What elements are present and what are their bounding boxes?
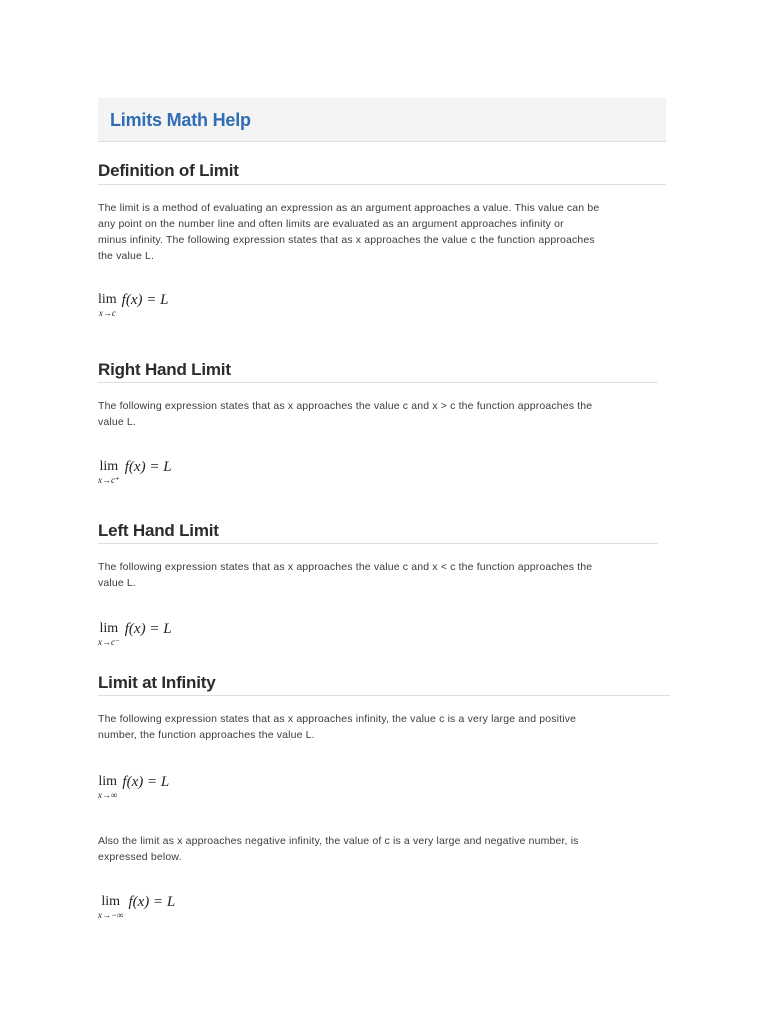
negative-infinity-paragraph (98, 833, 678, 865)
paragraph-line: any point on the number line and often limits are evaluated as an argument approaches infinity or (98, 218, 564, 230)
limit-expression: f(x) = L (124, 459, 172, 475)
right-hand-formula (98, 459, 172, 485)
paragraph-line: expressed below. (98, 851, 182, 863)
paragraph-line: the value L. (98, 250, 155, 262)
limit-operator: lim x→∞ (98, 774, 118, 800)
paragraph-line: The following expression states that as x approaches the value c and x < c the function approaches the (98, 561, 593, 573)
definition-paragraph (98, 200, 678, 264)
definition-formula (98, 292, 168, 318)
paragraph-line: The following expression states that as x approaches infinity, the value c is a very large and positive (98, 713, 577, 725)
limit-operator: lim x→−∞ (98, 894, 124, 920)
left-hand-formula (98, 621, 172, 647)
infinity-paragraph (98, 711, 678, 743)
limit-operator: lim x→c (98, 292, 117, 318)
section-title-right-hand: Right Hand Limit (98, 360, 231, 379)
section-divider (98, 184, 666, 185)
page-header (98, 98, 666, 142)
section-divider (98, 695, 670, 696)
paragraph-line: value L. (98, 416, 136, 428)
section-title-infinity: Limit at Infinity (98, 673, 216, 692)
negative-infinity-formula (98, 894, 175, 920)
section-title-left-hand: Left Hand Limit (98, 521, 219, 540)
paragraph-line: value L. (98, 577, 136, 589)
section-title-definition: Definition of Limit (98, 161, 239, 180)
paragraph-line: The limit is a method of evaluating an expression as an argument approaches a value. This value can be (98, 202, 600, 214)
paragraph-line: minus infinity. The following expression states that as x approaches the value c the function approaches (98, 234, 595, 246)
section-divider (98, 543, 658, 544)
limit-expression: f(x) = L (121, 292, 169, 308)
right-hand-paragraph (98, 398, 678, 430)
limit-expression: f(x) = L (128, 894, 176, 910)
section-divider (98, 382, 658, 383)
paragraph-line: The following expression states that as x approaches the value c and x > c the function approaches the (98, 400, 593, 412)
limit-operator: lim x→c⁻ (98, 621, 120, 647)
paragraph-line: number, the function approaches the value L. (98, 729, 315, 741)
limit-expression: f(x) = L (124, 621, 172, 637)
limit-expression: f(x) = L (122, 774, 170, 790)
page-title: Limits Math Help (110, 110, 251, 130)
paragraph-line: Also the limit as x approaches negative infinity, the value of c is a very large and negative number, is (98, 835, 579, 847)
infinity-formula (98, 774, 169, 800)
left-hand-paragraph (98, 559, 678, 591)
limit-operator: lim x→c⁺ (98, 459, 120, 485)
